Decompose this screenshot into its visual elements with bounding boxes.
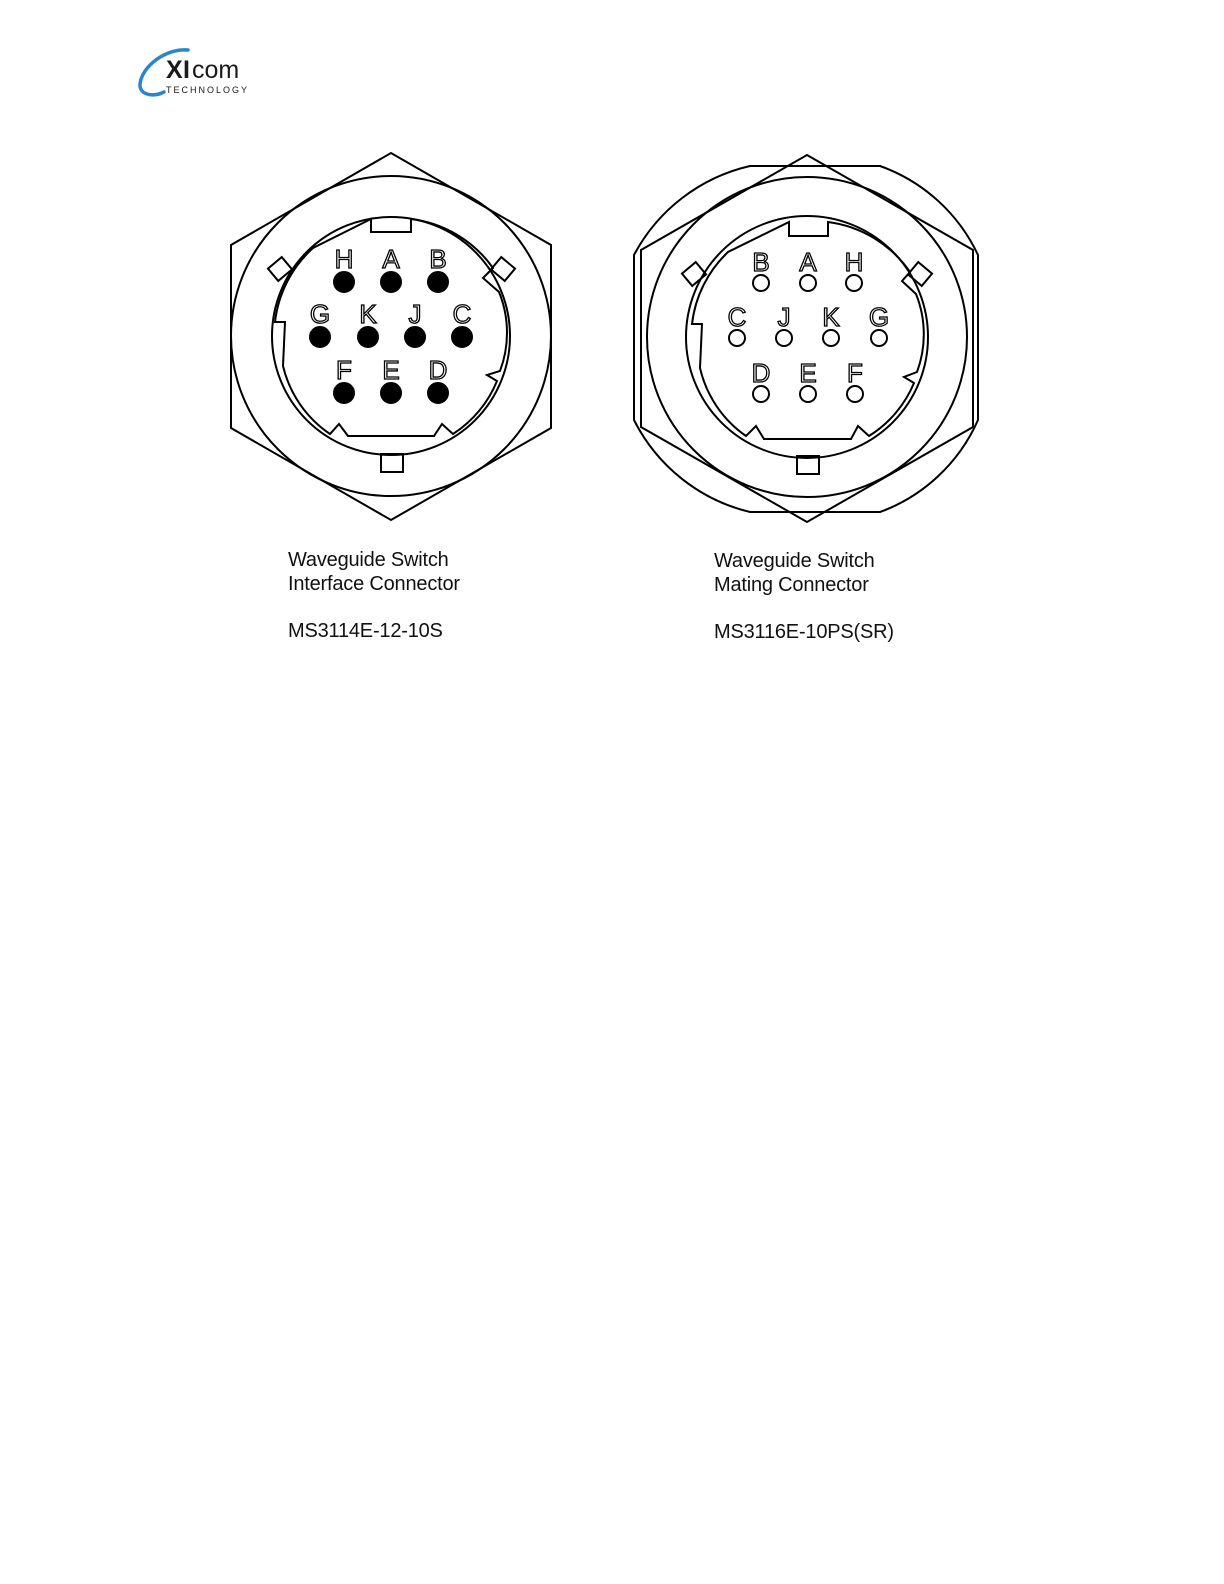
logo-letter-x: X xyxy=(166,56,183,84)
mating-key-tab-left xyxy=(682,262,706,286)
interface-pin-label-k: K xyxy=(359,299,377,329)
interface-connector-caption xyxy=(288,548,460,643)
mating-caption-line2: Mating Connector xyxy=(714,574,869,596)
interface-pin-label-j: J xyxy=(408,299,422,329)
interface-pin-label-a: A xyxy=(382,244,400,274)
mating-pin-label-f: F xyxy=(847,358,863,388)
interface-pin-a xyxy=(381,272,401,292)
interface-key-tab-bottom xyxy=(381,454,403,472)
logo-word-com: com xyxy=(192,56,240,84)
interface-pin-label-b: B xyxy=(429,244,447,274)
interface-part-number: MS3114E-12-10S xyxy=(288,620,443,642)
mating-pin-e xyxy=(800,386,816,402)
mating-part-number: MS3116E-10PS(SR) xyxy=(714,621,894,643)
mating-pin-j xyxy=(776,330,792,346)
interface-pin-label-h: H xyxy=(334,244,354,274)
logo-letter-i: I xyxy=(183,56,190,84)
mating-pin-h xyxy=(846,275,862,291)
mating-pin-b xyxy=(753,275,769,291)
mating-caption-line1: Waveguide Switch xyxy=(714,550,875,572)
interface-pin-b xyxy=(428,272,448,292)
interface-pin-label-d: D xyxy=(428,355,448,385)
mating-pin-label-b: B xyxy=(752,247,770,277)
mating-pin-label-e: E xyxy=(799,358,817,388)
mating-pin-label-k: K xyxy=(822,302,840,332)
mating-pin-label-h: H xyxy=(844,247,864,277)
mating-pin-label-c: C xyxy=(727,302,747,332)
mating-pin-layer xyxy=(728,247,890,402)
interface-pin-k xyxy=(358,327,378,347)
interface-pin-label-f: F xyxy=(336,355,352,385)
mating-pin-label-g: G xyxy=(868,302,890,332)
interface-pin-label-c: C xyxy=(452,299,472,329)
interface-outer-shell xyxy=(231,176,551,496)
interface-pin-layer xyxy=(310,244,472,403)
interface-pin-label-g: G xyxy=(309,299,331,329)
mating-pin-label-d: D xyxy=(751,358,771,388)
interface-pin-c xyxy=(452,327,472,347)
interface-pin-label-e: E xyxy=(382,355,400,385)
mating-pin-label-j: J xyxy=(777,302,791,332)
mating-pin-d xyxy=(753,386,769,402)
interface-caption-line1: Waveguide Switch xyxy=(288,549,449,571)
interface-pin-g xyxy=(310,327,330,347)
mating-pin-k xyxy=(823,330,839,346)
logo-tagline: TECHNOLOGY xyxy=(166,85,250,95)
mating-coupling-ring xyxy=(647,177,967,497)
mating-pin-c xyxy=(729,330,745,346)
mating-pin-g xyxy=(871,330,887,346)
interface-pin-f xyxy=(334,383,354,403)
mating-pin-f xyxy=(847,386,863,402)
interface-pin-d xyxy=(428,383,448,403)
interface-hex-nut xyxy=(231,153,551,520)
mating-connector-caption xyxy=(714,549,894,644)
xicom-logo xyxy=(136,44,260,100)
interface-pin-j xyxy=(405,327,425,347)
interface-pin-e xyxy=(381,383,401,403)
mating-pin-label-a: A xyxy=(799,247,817,277)
mating-key-tab-right xyxy=(908,262,932,286)
mating-pin-a xyxy=(800,275,816,291)
mating-connector-drawing xyxy=(634,155,978,522)
interface-connector-drawing xyxy=(231,153,551,520)
interface-caption-line2: Interface Connector xyxy=(288,573,460,595)
interface-pin-h xyxy=(334,272,354,292)
